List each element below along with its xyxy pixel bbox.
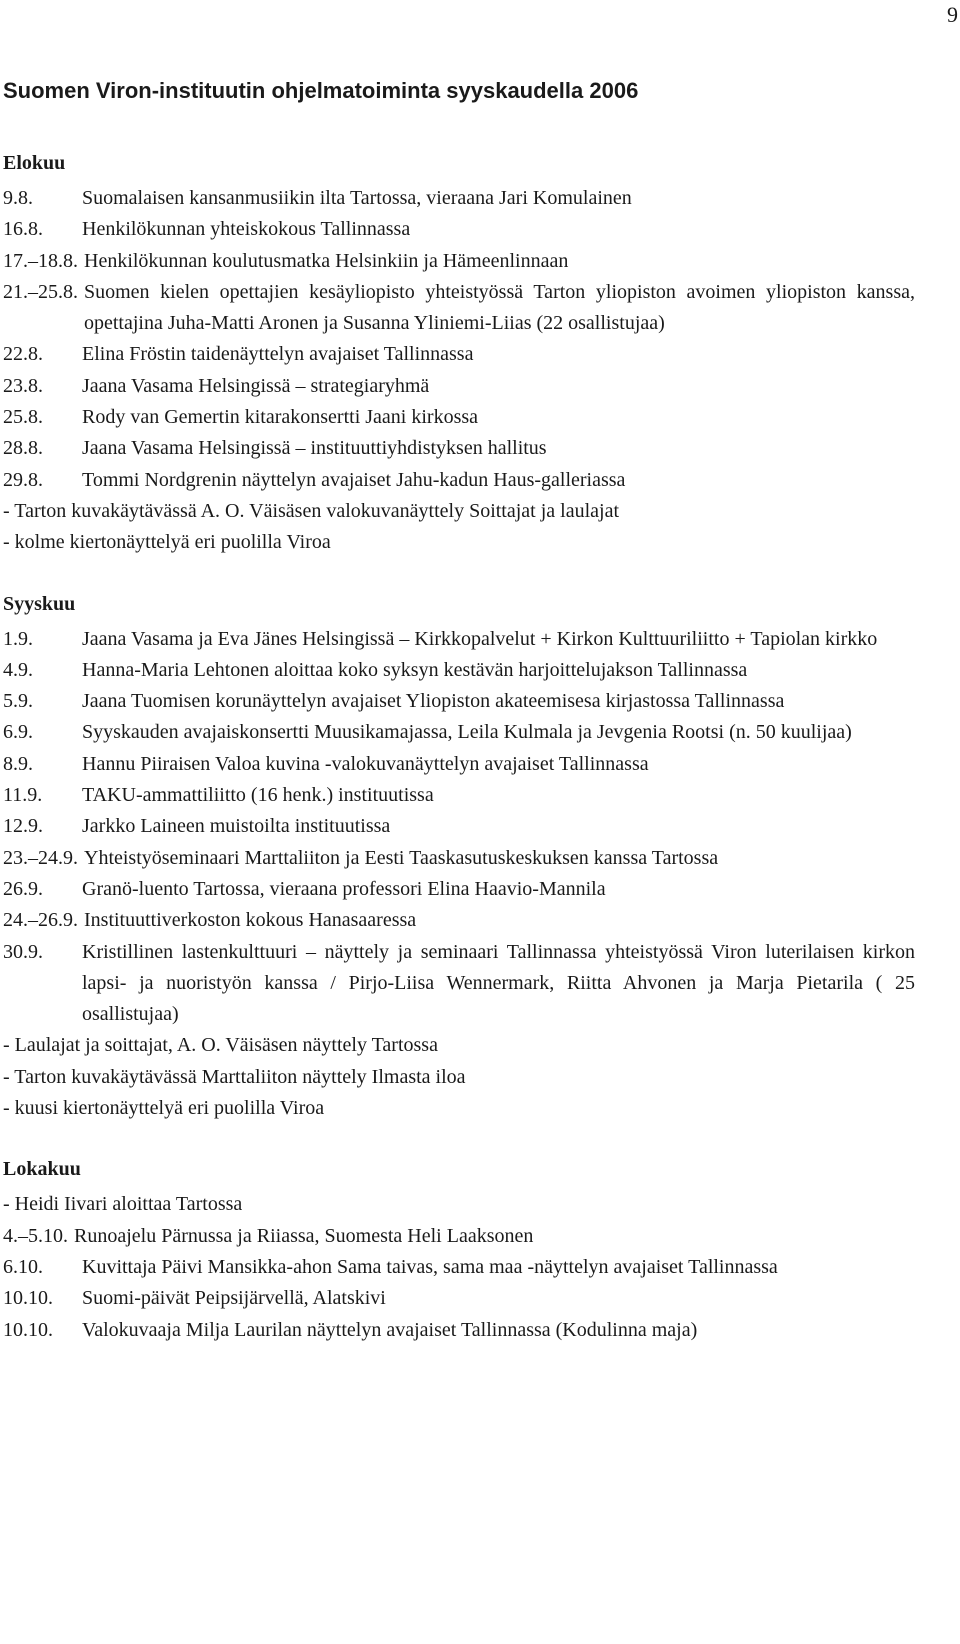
list-item (3, 874, 915, 905)
entry-date: 6.9. (3, 721, 33, 744)
entry-text: Valokuvaaja Milja Laurilan näyttelyn avajaiset Tallinnassa (Kodulinna maja) (82, 1318, 698, 1341)
entry-text: Instituuttiverkoston kokous Hanasaaressa (84, 909, 417, 932)
note-line: - Heidi Iivari aloittaa Tartossa (3, 1193, 243, 1216)
section-heading: Syyskuu (3, 592, 76, 615)
entry-text: Rody van Gemertin kitarakonsertti Jaani kirkossa (82, 406, 479, 429)
entry-text: Tommi Nordgrenin näyttelyn avajaiset Jahu-kadun Haus-galleriassa (82, 468, 626, 491)
entry-text: Kuvittaja Päivi Mansikka-ahon Sama taivas, sama maa -näyttelyn avajaiset Tallinnassa (82, 1255, 778, 1278)
note-line: - kolme kiertonäyttelyä eri puolilla Viroa (3, 531, 331, 554)
entry-text: Granö-luento Tartossa, vieraana professori Elina Haavio-Mannila (82, 877, 606, 900)
list-item (3, 402, 915, 433)
entry-date: 9.8. (3, 187, 33, 209)
section-elokuu (3, 150, 915, 559)
entry-date: 17.–18.8. (3, 249, 78, 272)
entry-date: 4.9. (3, 658, 33, 681)
entry-text: Jaana Vasama Helsingissä – strategiaryhmä (82, 374, 430, 397)
note-line: - Laulajat ja soittajat, A. O. Väisäsen näyttely Tartossa (3, 1034, 438, 1057)
list-item (3, 246, 915, 277)
entry-date: 10.10. (3, 1318, 53, 1341)
entry-date: 12.9. (3, 815, 43, 838)
entry-date: 28.8. (3, 437, 43, 460)
entry-text: Hanna-Maria Lehtonen aloittaa koko syksyn kestävän harjoittelujakson Tallinnassa (82, 658, 748, 681)
list-item (3, 624, 915, 655)
entry-text: Jaana Vasama ja Eva Jänes Helsingissä – Kirkkopalvelut + Kirkon Kulttuuriliitto + Tapiolan kirkko (82, 627, 878, 650)
entry-text: Yhteistyöseminaari Marttaliiton ja Eesti Taaskasutuskeskuksen kanssa Tartossa (84, 846, 719, 869)
list-item (3, 905, 915, 936)
list-item (3, 183, 915, 214)
entry-text: Suomi-päivät Peipsijärvellä, Alatskivi (82, 1287, 386, 1310)
note-line: - Tarton kuvakäytävässä A. O. Väisäsen valokuvanäyttely Soittajat ja laulajat (3, 499, 620, 522)
section-lokakuu (3, 1156, 915, 1345)
list-item (3, 811, 915, 842)
entry-date: 11.9. (3, 784, 43, 807)
entry-date: 10.10. (3, 1287, 53, 1310)
entry-date: 25.8. (3, 406, 43, 429)
entry-date: 30.9. (3, 940, 43, 963)
entry-date: 23.8. (3, 374, 43, 397)
list-item (3, 371, 915, 402)
entry-text: Suomalaisen kansanmusiikin ilta Tartossa, vieraana Jari Komulainen (82, 187, 632, 209)
note-line: - Tarton kuvakäytävässä Marttaliiton näyttely Ilmasta iloa (3, 1065, 466, 1088)
entry-text: TAKU-ammattiliitto (16 henk.) instituutissa (82, 784, 434, 807)
list-item (3, 717, 915, 748)
list-item (3, 339, 915, 370)
entry-date: 23.–24.9. (3, 846, 78, 869)
entry-date: 5.9. (3, 690, 33, 713)
list-item (3, 465, 915, 496)
entry-text: Henkilökunnan yhteiskokous Tallinnassa (82, 218, 411, 241)
entry-date: 22.8. (3, 343, 43, 366)
entry-date: 1.9. (3, 627, 33, 650)
section-heading: Elokuu (3, 152, 66, 174)
entry-text: Jarkko Laineen muistoilta instituutissa (82, 815, 391, 838)
entry-date: 8.9. (3, 752, 33, 775)
entry-date: 16.8. (3, 218, 43, 241)
entry-text: Elina Fröstin taidenäyttelyn avajaiset Tallinnassa (82, 343, 474, 366)
section-syyskuu (3, 591, 915, 1125)
entry-date: 21.–25.8. (3, 280, 78, 303)
entry-date: 6.10. (3, 1255, 43, 1278)
list-item (3, 433, 915, 464)
entry-text: Jaana Vasama Helsingissä – instituuttiyhdistyksen hallitus (82, 437, 547, 460)
section-heading: Lokakuu (3, 1158, 81, 1181)
list-item (3, 937, 915, 1031)
list-item (3, 780, 915, 811)
entry-text: Syyskauden avajaiskonsertti Muusikamajassa, Leila Kulmala ja Jevgenia Rootsi (n. 50 kuulijaa) (82, 721, 852, 744)
document-title: Suomen Viron-instituutin ohjelmatoiminta syyskaudella 2006 (3, 78, 639, 103)
entry-text: Jaana Tuomisen korunäyttelyn avajaiset Yliopiston akateemisesa kirjastossa Tallinnassa (82, 690, 785, 713)
entry-text: Henkilökunnan koulutusmatka Helsinkiin ja Hämeenlinnaan (84, 249, 569, 272)
page-number: 9 (947, 2, 958, 27)
list-item (3, 1315, 915, 1346)
document-body (3, 76, 915, 1346)
entry-date: 24.–26.9. (3, 909, 78, 932)
list-item (3, 1221, 915, 1252)
entry-text: Kristillinen lastenkulttuuri – näyttely ja seminaari Tallinnassa yhteistyössä Viron luterilaisen kirkon lapsi- ja nuoristyön kanssa / Pirjo-Liisa Wennermark, Riitta Ahvonen ja Marja Pietarila ( 25 osallistujaa) (82, 940, 915, 1026)
note-line: - kuusi kiertonäyttelyä eri puolilla Viroa (3, 1097, 325, 1120)
list-item (3, 214, 915, 245)
list-item (3, 655, 915, 686)
list-item (3, 843, 915, 874)
list-item (3, 1252, 915, 1283)
list-item (3, 749, 915, 780)
list-item (3, 277, 915, 340)
entry-text: Hannu Piiraisen Valoa kuvina -valokuvanäyttelyn avajaiset Tallinnassa (82, 752, 649, 775)
entry-date: 4.–5.10. (3, 1224, 68, 1247)
entry-date: 26.9. (3, 877, 43, 900)
entry-text: Suomen kielen opettajien kesäyliopisto yhteistyössä Tarton yliopiston avoimen yliopiston kanssa, opettajina Juha-Matti Aronen ja Susanna Yliniemi-Liias (22 osallistujaa) (84, 280, 915, 335)
entry-text: Runoajelu Pärnussa ja Riiassa, Suomesta Heli Laaksonen (74, 1224, 534, 1247)
list-item (3, 686, 915, 717)
entry-date: 29.8. (3, 468, 43, 491)
list-item (3, 1283, 915, 1314)
